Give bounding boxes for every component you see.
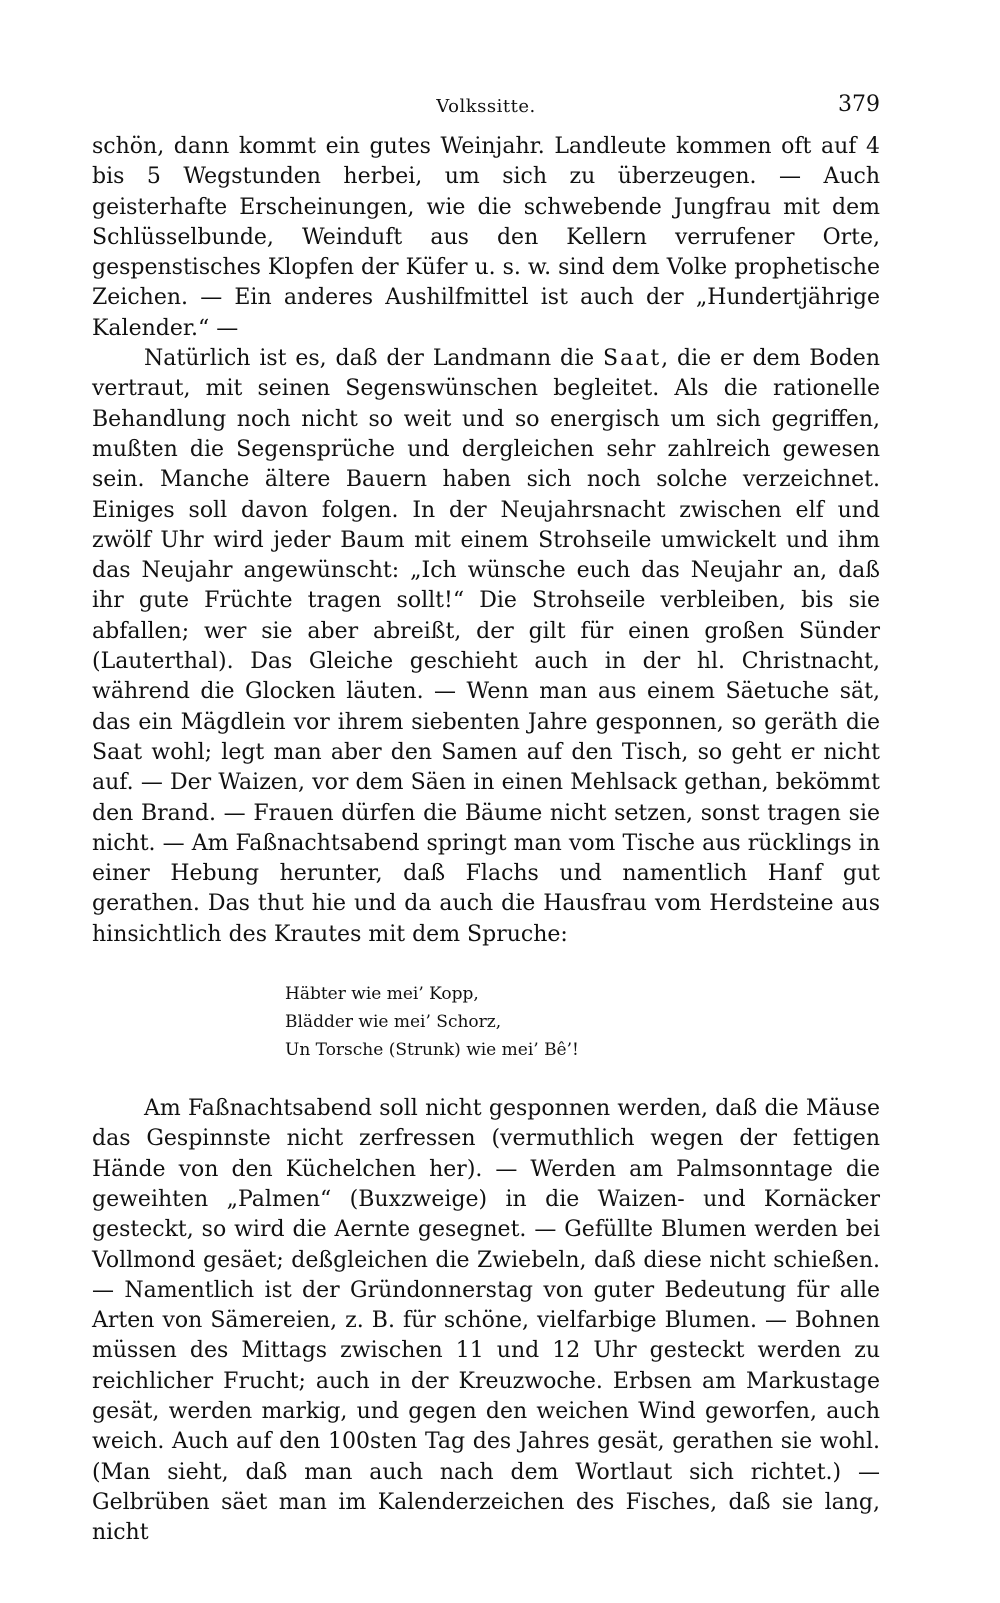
paragraph-1: schön, dann kommt ein gutes Weinjahr. Landleute kommen oft auf 4 bis 5 Wegstunden herbei, um sich zu überzeugen. — Auch geisterhafte Erscheinungen, wie die schwebende Jungfrau mit dem Schlüsselbunde, Weinduft aus den Kellern verrufener Orte, gespenstisches Klopfen der Küfer u. s. w. sind dem Volke prophetische Zeichen. — Ein anderes Aushilfmittel ist auch der „Hundertjährige Kalender.“ — xyxy=(92,134,880,341)
verse-line: Blädder wie mei’ Schorz, xyxy=(285,1012,502,1033)
paragraph-2 xyxy=(92,344,880,950)
paragraph-2-start: Natürlich ist es, daß der Landmann die xyxy=(144,346,604,372)
emphasized-word-saat: Saat xyxy=(603,346,662,372)
verse-line: Häbter wie mei’ Kopp, xyxy=(285,984,479,1005)
running-title: Volkssitte. xyxy=(436,96,536,117)
paragraph-2-rest: , die er dem Boden vertraut, mit seinen Segenswünschen begleitet. Als die rationelle Behandlung noch nicht so weit und so energisch um sich gegriffen, mußten die Segensprüche und dergleichen sehr zahlreich gewesen sein. Manche ältere Bauern haben sich noch solche verzeichnet. Einiges soll davon folgen. In der Neujahrsnacht zwischen elf und zwölf Uhr wird jeder Baum mit einem Strohseile umwickelt und ihm das Neujahr angewünscht: „Ich wünsche euch das Neujahr an, daß ihr gute Früchte tragen sollt!“ Die Strohseile verbleiben, bis sie abfallen; wer sie aber abreißt, der gilt für einen großen Sünder (Lauterthal). Das Gleiche geschieht auch in der hl. Christnacht, während die Glocken läuten. — Wenn man aus einem Säetuche sät, das ein Mägdlein vor ihrem siebenten Jahre gesponnen, so geräth die Saat wohl; legt man aber den Samen auf den Tisch, so geht er nicht auf. — Der Waizen, vor dem Säen in einen Mehlsack gethan, bekömmt den Brand. — Frauen dürfen die Bäume nicht setzen, sonst tragen sie nicht. — Am Faßnachtsabend springt man vom Tische aus rücklings in einer Hebung herunter, daß Flachs und namentlich Hanf gut gerathen. Das thut hie und da auch die Hausfrau vom Herdsteine aus hinsichtlich des Krautes mit dem Spruche: xyxy=(92,346,880,947)
body-text xyxy=(92,132,880,1548)
verse-block xyxy=(285,980,880,1064)
book-page xyxy=(92,92,880,1548)
page-header xyxy=(92,92,880,132)
verse-line: Un Torsche (Strunk) wie mei’ Bê’! xyxy=(285,1040,579,1061)
page-number: 379 xyxy=(838,92,880,117)
paragraph-3: Am Faßnachtsabend soll nicht gesponnen werden, daß die Mäuse das Gespinnste nicht zerfressen (vermuthlich wegen der fettigen Hände von den Küchelchen her). — Werden am Palmsonntage die geweihten „Palmen“ (Buxzweige) in die Waizen- und Kornäcker gesteckt, so wird die Aernte gesegnet. — Gefüllte Blumen werden bei Vollmond gesäet; deßgleichen die Zwiebeln, daß diese nicht schießen. — Namentlich ist der Gründonnerstag von guter Bedeutung für alle Arten von Sämereien, z. B. für schöne, vielfarbige Blumen. — Bohnen müssen des Mittags zwischen 11 und 12 Uhr gesteckt werden zu reichlicher Frucht; auch in der Kreuzwoche. Erbsen am Markustage gesät, werden markig, und gegen den weichen Wind geworfen, auch weich. Auch auf den 100sten Tag des Jahres gesät, gerathen sie wohl. (Man sieht, daß man auch nach dem Wortlaut sich richtet.) — Gelbrüben säet man im Kalenderzeichen des Fisches, daß sie lang, nicht xyxy=(92,1096,880,1546)
